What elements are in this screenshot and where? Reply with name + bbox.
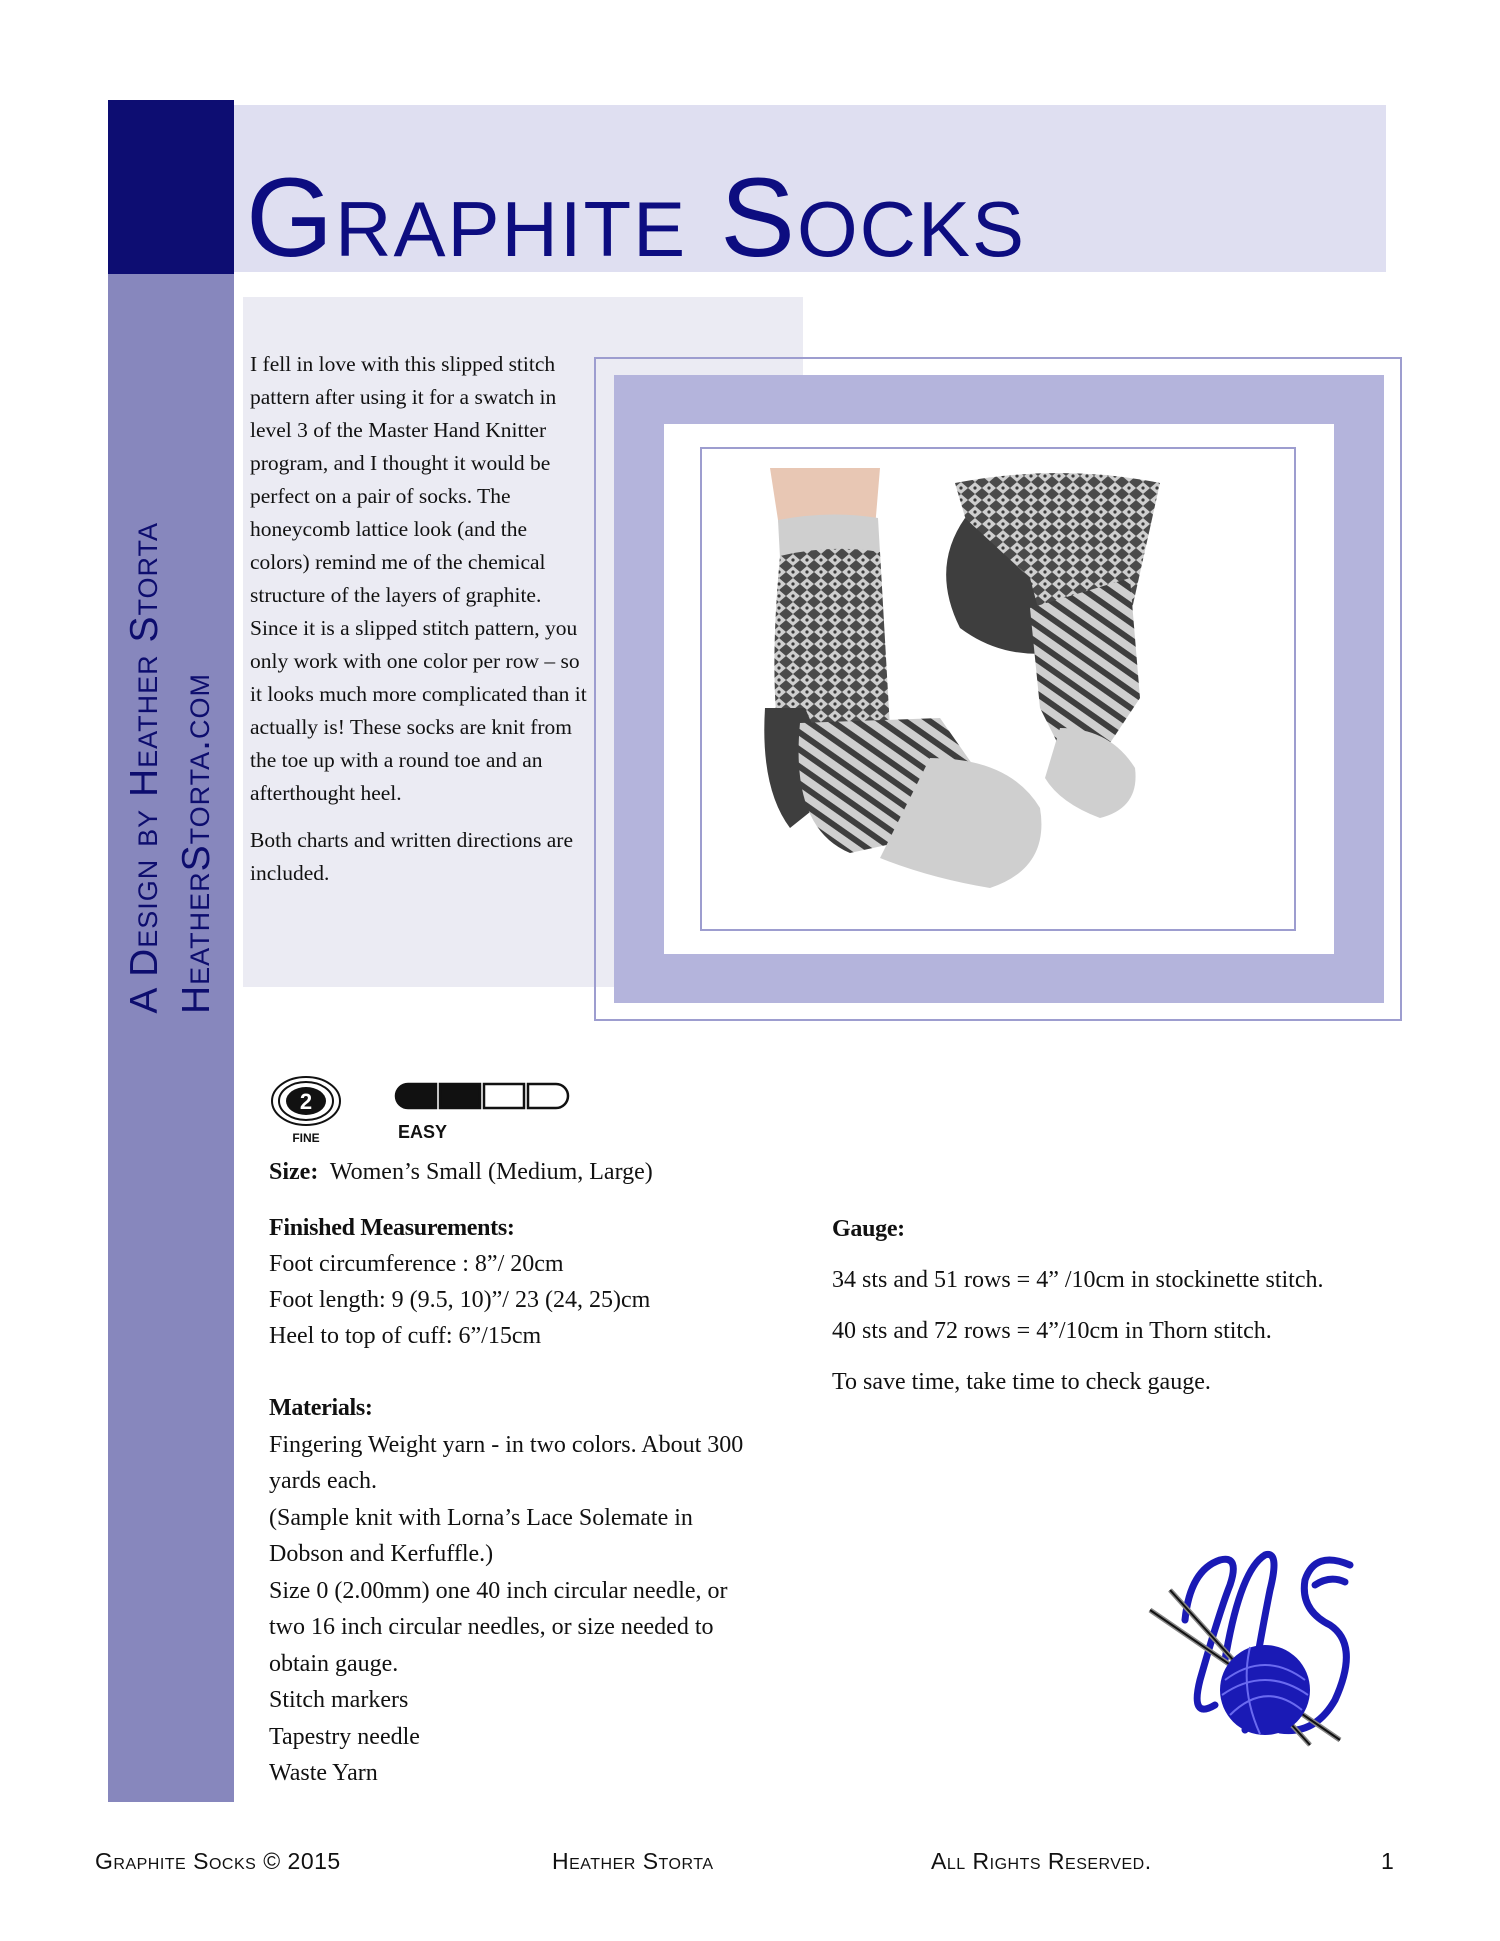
material-line: Tapestry needle [269, 1723, 420, 1750]
size-value: Women’s Small (Medium, Large) [329, 1159, 653, 1185]
footer-author: Heather Storta [552, 1848, 714, 1874]
gauge-line: To save time, take time to check gauge. [832, 1369, 1211, 1395]
material-line: Size 0 (2.00mm) one 40 inch circular needle, or [269, 1577, 728, 1604]
size-line [269, 1156, 653, 1188]
measurement-line: Foot circumference : 8”/ 20cm [269, 1251, 564, 1277]
material-line: Dobson and Kerfuffle.) [269, 1541, 494, 1567]
material-line: Stitch markers [269, 1687, 409, 1713]
gauge-block [832, 1212, 1392, 1416]
gauge-heading: Gauge: [832, 1216, 905, 1242]
footer-copyright: Graphite Socks © 2015 [95, 1848, 341, 1874]
yarn-weight-label: FINE [292, 1131, 320, 1145]
skill-level-segment [440, 1084, 480, 1108]
material-line: yards each. [269, 1468, 377, 1494]
sidebar-band-dark [108, 100, 234, 274]
materials-heading: Materials: [269, 1395, 373, 1421]
page-title: Graphite Socks [246, 155, 1027, 280]
page-number: 1 [1381, 1848, 1395, 1874]
measurements-heading: Finished Measurements: [269, 1215, 515, 1241]
material-line: Waste Yarn [269, 1760, 378, 1786]
skill-level-segment [528, 1084, 568, 1108]
measurements-block [269, 1210, 829, 1354]
intro-paragraph: I fell in love with this slipped stitch pattern after using it for a swatch in level 3 of the Master Hand Knitter program, and I thought it would be perfect on a pair of socks. The honeycomb lattice look (and the colors) remind me of the chemical structure of the layers of graphite. Since it is a slipped stitch pattern, you only work with one color per row – so it looks much more complicated than it actually is! These socks are knit from the toe up with a round toe and an afterthought heel. [250, 352, 587, 805]
yarn-weight-icon [266, 1075, 346, 1147]
material-line: (Sample knit with Lorna’s Lace Solemate in [269, 1504, 693, 1531]
skill-level-label: EASY [398, 1122, 448, 1142]
measurement-line: Foot length: 9 (9.5, 10)”/ 23 (24, 25)cm [269, 1287, 651, 1313]
gauge-line: 34 sts and 51 rows = 4” /10cm in stockinette stitch. [832, 1267, 1324, 1293]
sock-photo [730, 458, 1290, 918]
size-label: Size: [269, 1159, 319, 1185]
material-line: Fingering Weight yarn - in two colors. About 300 [269, 1431, 744, 1458]
designer-logo [1130, 1530, 1370, 1770]
gauge-line: 40 sts and 72 rows = 4”/10cm in Thorn stitch. [832, 1318, 1272, 1344]
intro-paragraph: Both charts and written directions are included. [250, 828, 573, 885]
sidebar-credit [108, 274, 234, 1014]
materials-block [269, 1390, 829, 1792]
skill-level-segment [484, 1084, 524, 1108]
footer-rights: All Rights Reserved. [931, 1848, 1152, 1874]
credit-website: HeatherStorta.com [175, 672, 218, 1014]
material-line: two 16 inch circular needles, or size needed to [269, 1614, 714, 1640]
intro-text [250, 348, 590, 904]
skill-level-icon [394, 1082, 594, 1142]
material-line: obtain gauge. [269, 1650, 399, 1677]
credit-designer: A Design by Heather Storta [123, 522, 166, 1014]
skill-level-segment [396, 1084, 436, 1108]
measurement-line: Heel to top of cuff: 6”/15cm [269, 1323, 542, 1349]
yarn-weight-number: 2 [299, 1089, 313, 1114]
